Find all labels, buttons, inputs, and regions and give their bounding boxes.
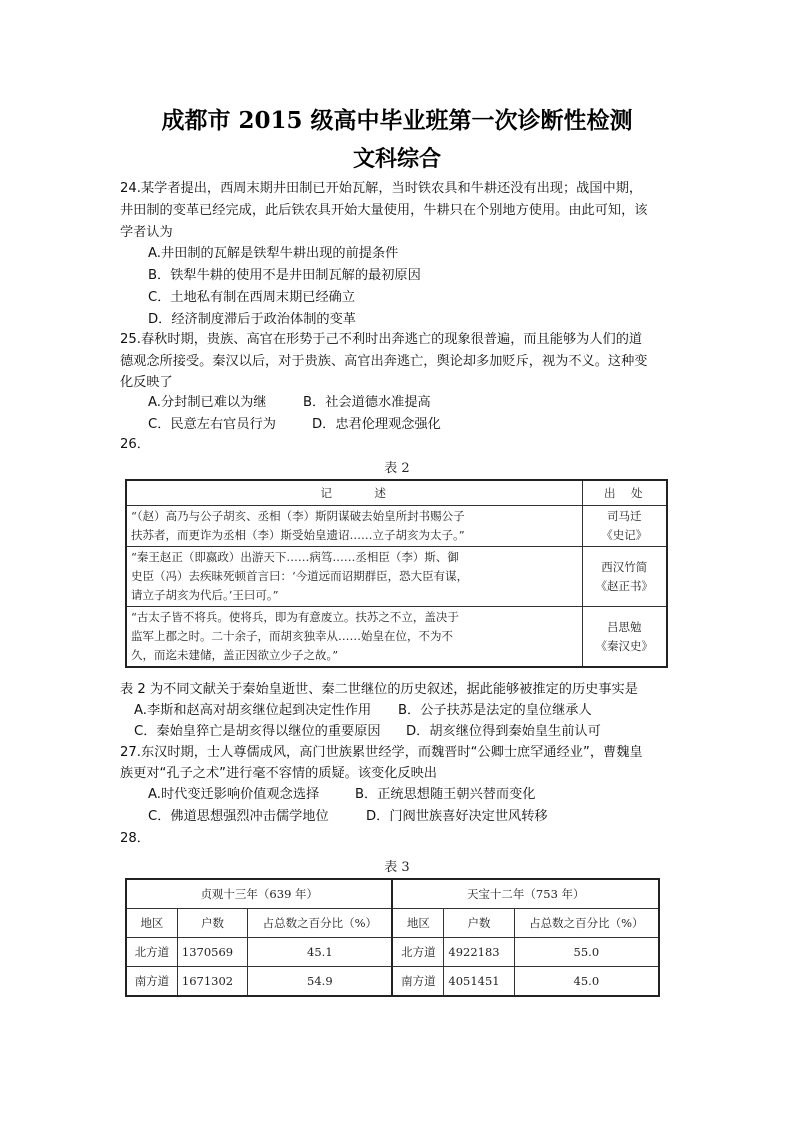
record-line: 久，而迄未建储，盖正因欲立少子之故。”	[131, 648, 339, 662]
question-25-stem-line: 25.春秋时期，贵族、高官在形势于己不利时出奔逃亡的现象很普遍，而且能够为人们的道	[120, 332, 643, 347]
table-3-col-region: 地区	[392, 909, 443, 938]
question-25-option-d[interactable]: D．忠君伦理观念强化	[312, 417, 441, 432]
record-line: 扶苏者，而更诈为丞相（李）斯受始皇遗诏……立子胡亥为太子。”	[131, 528, 465, 542]
table-3-percent: 54.9	[248, 967, 393, 997]
question-25-option-a[interactable]: A.分封制已难以为继	[148, 395, 267, 410]
table-3-col-percent: 占总数之百分比（%）	[248, 909, 393, 938]
table-2-record	[126, 607, 582, 668]
source-book: 《赵正书》	[595, 578, 654, 593]
question-24-stem-line: 24.某学者提出，西周末期井田制已开始瓦解，当时铁农具和牛耕还没有出现；战国中期，	[120, 181, 643, 196]
table-3-caption: 表 3	[384, 860, 410, 875]
record-line: 请立子胡亥为代后。’王曰可。”	[131, 588, 279, 602]
question-26-option-b[interactable]: B．公子扶苏是法定的皇位继承人	[398, 703, 592, 718]
question-26-stem: 表 2 为不同文献关于秦始皇逝世、秦二世继位的历史叙述，据此能够被推定的历史事实是	[120, 682, 638, 697]
table-2-header-source: 出 处	[582, 480, 667, 506]
table-3-households: 4051451	[444, 967, 514, 997]
table-row	[126, 607, 667, 668]
table-2-record	[126, 547, 582, 607]
table-2-record	[126, 506, 582, 547]
table-3-households: 4922183	[444, 938, 514, 967]
question-27-stem-line: 族更对“孔子之术”进行毫不容情的质疑。该变化反映出	[120, 766, 437, 781]
table-3-percent: 45.0	[514, 967, 659, 997]
table-3-period-right: 天宝十二年（753 年）	[392, 879, 659, 909]
table-3-region: 北方道	[126, 938, 177, 967]
question-27-option-b[interactable]: B．正统思想随王朝兴替而变化	[355, 787, 536, 802]
question-25-stem-line: 德观念所接受。秦汉以后，对于贵族、高官出奔逃亡，舆论却多加贬斥，视为不义。这种变	[120, 354, 648, 369]
exam-title: 成都市 2015 级高中毕业班第一次诊断性检测	[161, 107, 633, 134]
question-24-option-b[interactable]: B．铁犁牛耕的使用不是井田制瓦解的最初原因	[148, 268, 421, 283]
question-28-number: 28．	[120, 831, 150, 846]
table-2-source	[582, 506, 667, 547]
source-book: 《秦汉史》	[595, 638, 654, 653]
record-line: “秦王赵正（即嬴政）出游天下……病笃……丞相臣（李）斯、御	[131, 550, 459, 564]
table-2-caption: 表 2	[384, 461, 410, 476]
question-27-option-a[interactable]: A.时代变迁影响价值观念选择	[148, 787, 320, 802]
exam-subtitle: 文科综合	[352, 146, 441, 172]
table-3	[125, 878, 660, 997]
table-3-households: 1671302	[177, 967, 247, 997]
table-row	[126, 967, 659, 997]
table-3-region: 南方道	[126, 967, 177, 997]
table-3-percent: 55.0	[514, 938, 659, 967]
source-author: 吕思勉	[607, 619, 642, 634]
question-27-option-d[interactable]: D．门阀世族喜好决定世风转移	[366, 809, 548, 824]
table-3-col-region: 地区	[126, 909, 177, 938]
table-3-households: 1370569	[177, 938, 247, 967]
question-26-option-d[interactable]: D．胡亥继位得到秦始皇生前认可	[406, 724, 601, 739]
table-2-source	[582, 547, 667, 607]
record-line: “（赵）高乃与公子胡亥、丞相（李）斯阴谋破去始皇所封书赐公子	[131, 509, 465, 523]
question-24-stem-line: 井田制的变革已经完成，此后铁农具开始大量使用，牛耕只在个别地方使用。由此可知，该	[120, 203, 648, 218]
source-author: 西汉竹简	[601, 559, 648, 574]
question-24-option-c[interactable]: C．土地私有制在西周末期已经确立	[148, 290, 356, 305]
question-27-stem-line: 27.东汉时期，士人尊儒成风，高门世族累世经学，而魏晋时“公卿士庶罕通经业”，曹魏皇	[120, 745, 643, 760]
question-27-option-c[interactable]: C．佛道思想强烈冲击儒学地位	[148, 809, 329, 824]
record-line: “古太子皆不将兵。使将兵，即为有意废立。扶苏之不立，盖决于	[131, 610, 459, 624]
record-line: 监军上郡之时。二十余子，而胡亥独幸从……始皇在位，不为不	[131, 629, 453, 643]
table-row	[126, 506, 667, 547]
question-24-option-a[interactable]: A.井田制的瓦解是铁犁牛耕出现的前提条件	[148, 246, 399, 261]
record-line: 史臣（冯）去疾昧死顿首言曰：‘今道远而诏期群臣，恐大臣有谋，	[131, 569, 469, 583]
table-row	[126, 938, 659, 967]
table-3-col-percent: 占总数之百分比（%）	[514, 909, 659, 938]
table-3-region: 北方道	[392, 938, 443, 967]
table-3-percent: 45.1	[248, 938, 393, 967]
table-2-source	[582, 607, 667, 668]
question-26-option-a[interactable]: A.李斯和赵高对胡亥继位起到决定性作用	[134, 703, 372, 718]
table-2	[125, 479, 668, 668]
table-3-period-left: 贞观十三年（639 年）	[126, 879, 392, 909]
source-book: 《史记》	[601, 528, 648, 542]
question-25-option-c[interactable]: C．民意左右官员行为	[148, 417, 276, 432]
question-24-option-d[interactable]: D．经济制度滞后于政治体制的变革	[148, 312, 356, 327]
source-author: 司马迁	[607, 509, 642, 523]
table-3-region: 南方道	[392, 967, 443, 997]
table-row	[126, 547, 667, 607]
table-2-header-record: 记 述	[126, 480, 582, 506]
question-26-option-c[interactable]: C．秦始皇猝亡是胡亥得以继位的重要原因	[134, 724, 381, 739]
table-3-col-households: 户数	[177, 909, 247, 938]
question-24-stem-line: 学者认为	[120, 225, 173, 240]
question-25-stem-line: 化反映了	[120, 375, 173, 390]
question-26-number: 26．	[120, 437, 150, 452]
question-25-option-b[interactable]: B．社会道德水准提高	[303, 395, 431, 410]
table-3-col-households: 户数	[444, 909, 514, 938]
